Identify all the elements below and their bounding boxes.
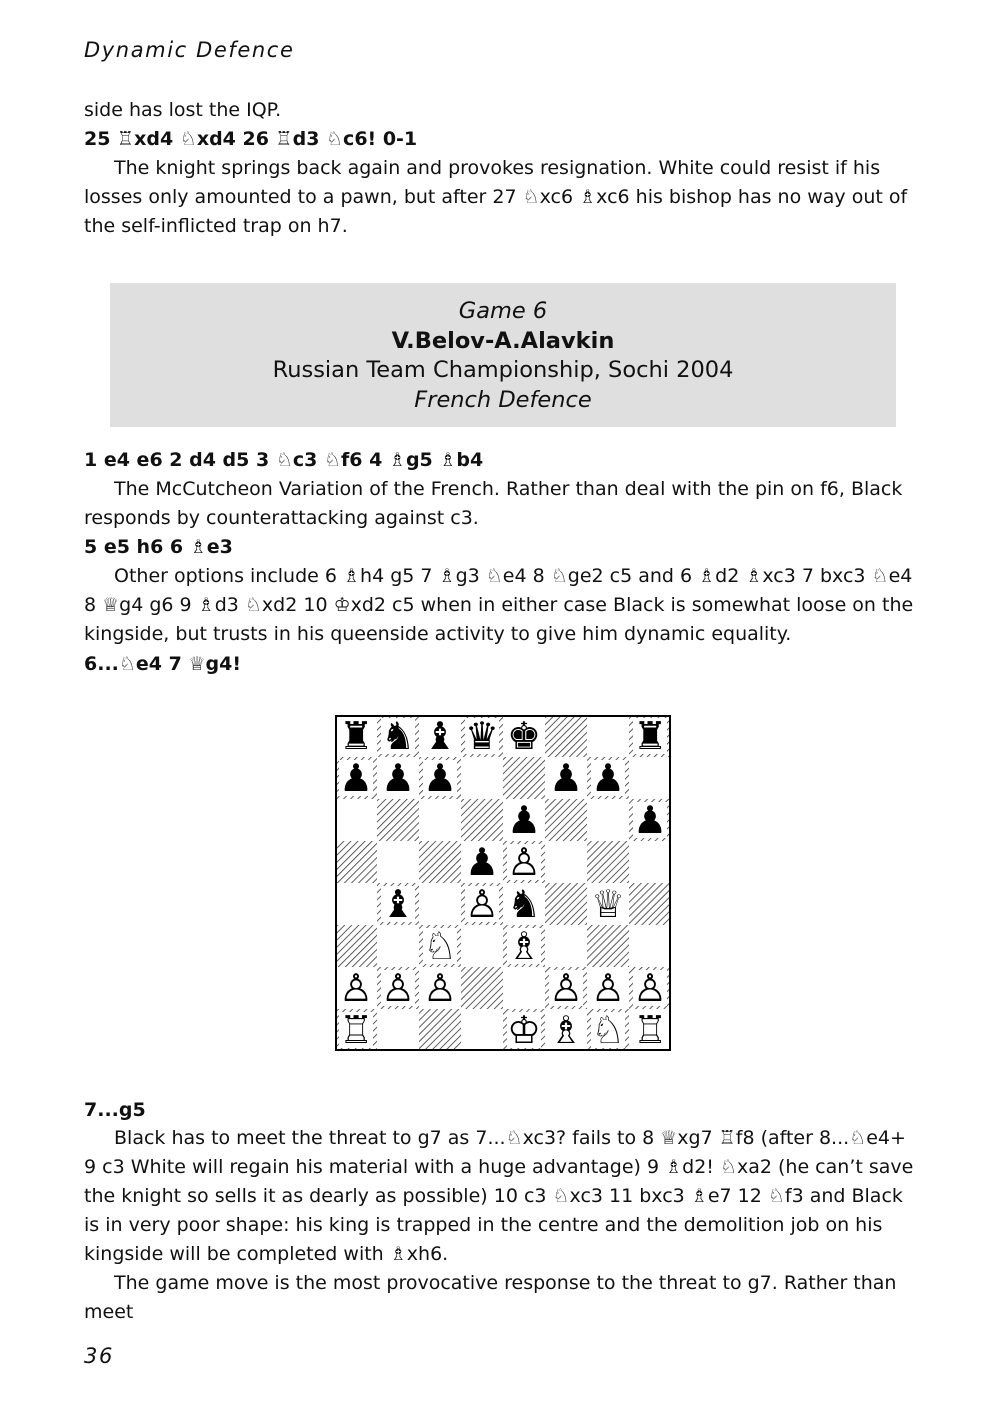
dark-square [545, 883, 587, 925]
paragraph: The game move is the most provocative response to the threat to g7. Rather than meet [84, 1272, 897, 1323]
light-square [377, 841, 419, 883]
chess-piece-a7: ♟ [338, 756, 374, 800]
paragraph: Black has to meet the threat to g7 as 7...♘xc3? fails to 8 ♕xg7 ♖f8 (after 8...♘e4+ 9 c3 White will regain his material with a huge advantage) 9 ♗d2! ♘xa2 (he can’t save the knight so sells it as dearly as possible) 10 c3 ♘xc3 11 bxc3 ♗e7 12 ♘f3 and Black is in very poor shape: his king is trapped in the centre and the demolition job on his kingside will be completed with ♗xh6. [84, 1127, 914, 1265]
chess-piece-e5: ♙ [506, 840, 542, 884]
chess-piece-g2: ♙ [590, 966, 626, 1010]
move-line: 25 ♖xd4 ♘xd4 26 ♖d3 ♘c6! 0-1 [84, 128, 418, 150]
chess-piece-d8: ♛ [464, 715, 500, 758]
dark-square [461, 967, 503, 1009]
light-square [461, 925, 503, 967]
chess-piece-b7: ♟ [380, 756, 416, 800]
chess-piece-e1: ♔ [506, 1008, 542, 1051]
light-square [335, 883, 377, 925]
chess-piece-e8: ♚ [506, 715, 542, 758]
chess-piece-f1: ♗ [548, 1008, 584, 1051]
move-line: 7...g5 [84, 1099, 146, 1121]
chess-piece-c7: ♟ [422, 756, 458, 800]
light-square [629, 925, 671, 967]
dark-square [335, 925, 377, 967]
chess-diagram [335, 715, 671, 1051]
chess-piece-e4: ♞ [506, 882, 542, 926]
text-line: side has lost the IQP. [84, 99, 282, 121]
chess-piece-a1: ♖ [338, 1008, 374, 1051]
chess-piece-c2: ♙ [422, 966, 458, 1010]
chess-piece-f7: ♟ [548, 756, 584, 800]
chess-piece-d4: ♙ [464, 882, 500, 926]
light-square [335, 799, 377, 841]
chess-piece-c8: ♝ [422, 715, 458, 758]
dark-square [503, 757, 545, 799]
dark-square [419, 1009, 461, 1051]
light-square [419, 883, 461, 925]
chess-piece-b2: ♙ [380, 966, 416, 1010]
light-square [545, 925, 587, 967]
move-line: 5 e5 h6 6 ♗e3 [84, 536, 233, 558]
dark-square [377, 799, 419, 841]
chess-piece-b8: ♞ [380, 715, 416, 758]
light-square [419, 799, 461, 841]
dark-square [419, 841, 461, 883]
light-square [545, 841, 587, 883]
chess-piece-g4: ♕ [590, 882, 626, 926]
paragraph: The McCutcheon Variation of the French. Rather than deal with the pin on f6, Black responds by counterattacking against c3. [84, 478, 903, 529]
light-square [377, 925, 419, 967]
chess-piece-h2: ♙ [632, 966, 668, 1010]
chess-piece-d5: ♟ [464, 840, 500, 884]
paragraph: The knight springs back again and provokes resignation. White could resist if his losses only amounted to a pawn, but after 27 ♘xc6 ♗xc6 his bishop has no way out of the self-inflicted trap on h7. [84, 157, 908, 237]
chess-piece-e6: ♟ [506, 798, 542, 842]
light-square [587, 799, 629, 841]
light-square [461, 757, 503, 799]
game-opening: French Defence [414, 386, 592, 413]
move-line: 6...♘e4 7 ♕g4! [84, 653, 241, 675]
chess-piece-b4: ♝ [380, 882, 416, 926]
dark-square [545, 715, 587, 757]
light-square [377, 1009, 419, 1051]
light-square [461, 1009, 503, 1051]
paragraph: Other options include 6 ♗h4 g5 7 ♗g3 ♘e4 8 ♘ge2 c5 and 6 ♗d2 ♗xc3 7 bxc3 ♘e4 8 ♕g4 g6 9 ♗d3 ♘xd2 10 ♔xd2 c5 when in either case Black is somewhat loose on the kingside, but trusts in his queenside activity to give him dynamic equality. [84, 565, 914, 645]
dark-square [587, 841, 629, 883]
chess-piece-c3: ♘ [422, 924, 458, 968]
move-line: 1 e4 e6 2 d4 d5 3 ♘c3 ♘f6 4 ♗g5 ♗b4 [84, 449, 484, 471]
light-square [503, 967, 545, 1009]
chess-piece-g1: ♘ [590, 1008, 626, 1051]
light-square [629, 757, 671, 799]
dark-square [629, 883, 671, 925]
chess-piece-h8: ♜ [632, 715, 668, 758]
running-title: Dynamic Defence [84, 38, 295, 62]
game-event: Russian Team Championship, Sochi 2004 [272, 357, 734, 383]
chess-piece-a8: ♜ [338, 715, 374, 758]
dark-square [545, 799, 587, 841]
chess-piece-a2: ♙ [338, 966, 374, 1010]
dark-square [461, 799, 503, 841]
game-players: V.Belov-A.Alavkin [391, 327, 615, 354]
game-number: Game 6 [458, 298, 548, 324]
chess-piece-e3: ♗ [506, 924, 542, 968]
light-square [629, 841, 671, 883]
dark-square [335, 841, 377, 883]
dark-square [587, 925, 629, 967]
chess-piece-g7: ♟ [590, 756, 626, 800]
light-square [587, 715, 629, 757]
chess-piece-h6: ♟ [632, 798, 668, 842]
chess-piece-f2: ♙ [548, 966, 584, 1010]
page-number: 36 [84, 1344, 114, 1368]
chess-piece-h1: ♖ [632, 1008, 668, 1051]
game-heading-box [110, 283, 896, 427]
